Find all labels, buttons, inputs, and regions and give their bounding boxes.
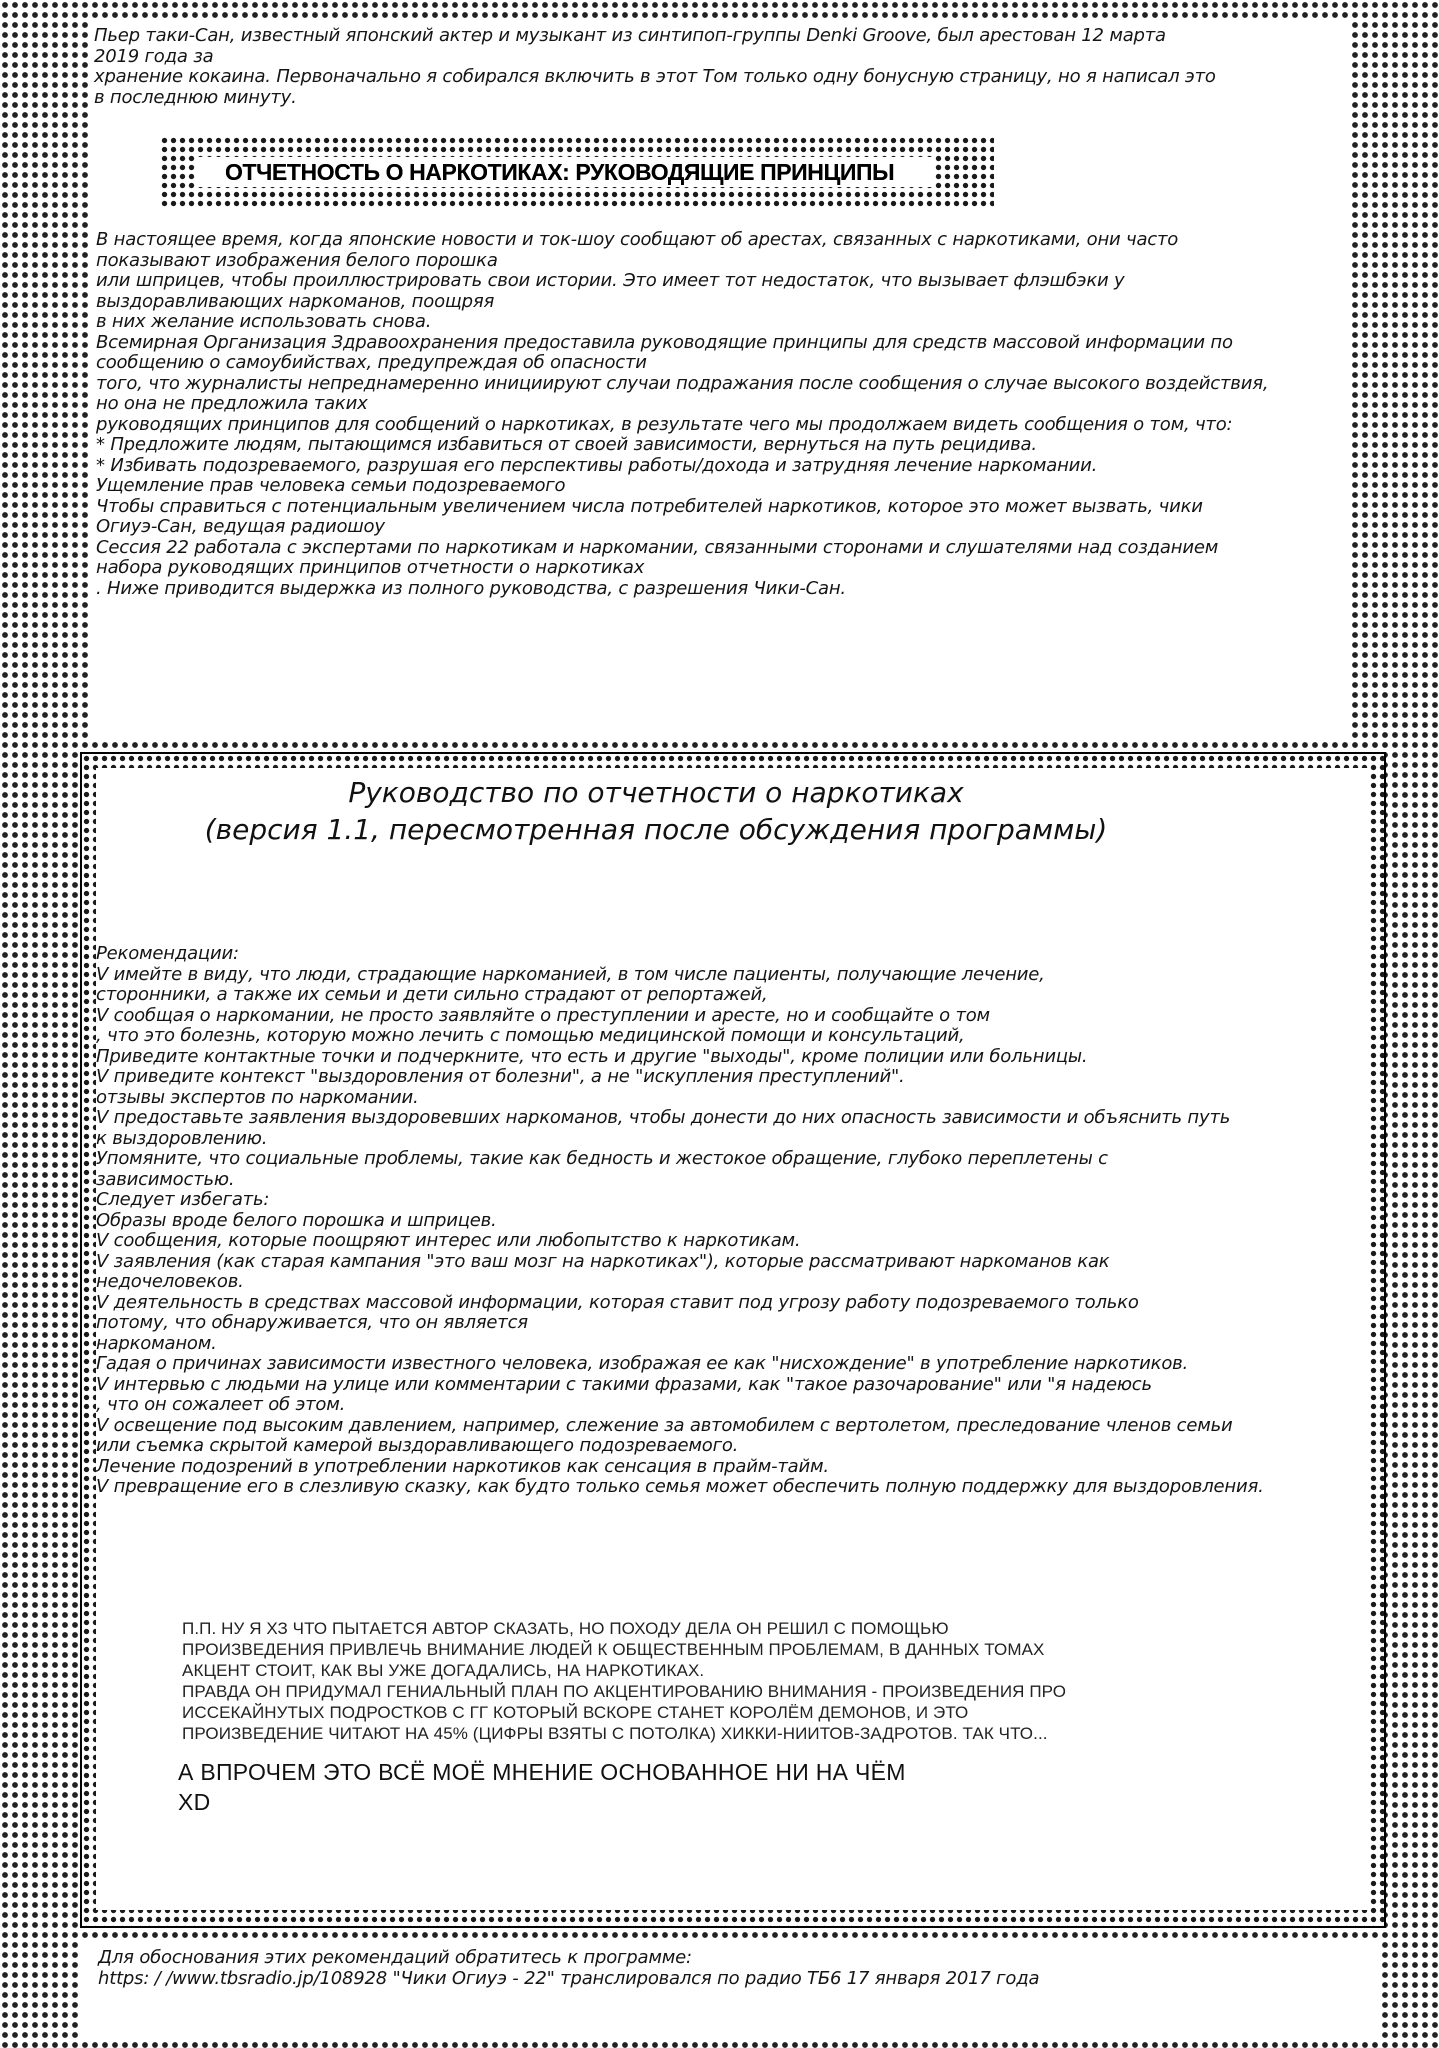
guide-line: отзывы экспертов по наркомании. (96, 1086, 419, 1108)
intro-text (94, 26, 1344, 108)
guide-line: , что он сожалеет об этом. (96, 1394, 346, 1415)
guide-line: V освещение под высоким давлением, например, слежение за автомобилем с вертолетом, преследование членов семьи (96, 1414, 1233, 1436)
body-line: руководящих принципов для сообщений о наркотиках, в результате чего мы продолжаем видеть сообщения о том, что: (96, 413, 1233, 435)
translator-note-line: ПРОИЗВЕДЕНИЯ ПРИВЛЕЧЬ ВНИМАНИЕ ЛЮДЕЙ К ОБЩЕСТВЕННЫМ ПРОБЛЕМАМ, В ДАННЫХ ТОМАХ (182, 1640, 1045, 1659)
guide-line: V имейте в виду, что люди, страдающие наркоманией, в том числе пациенты, получающие лечение, (96, 963, 1045, 985)
intro-line: 2019 года за (94, 45, 214, 67)
body-line: того, что журналисты непреднамеренно инициируют случаи подражания после сообщения о случае высокого воздействия, (96, 372, 1269, 394)
body-line: сообщению о самоубийствах, предупреждая об опасности (96, 352, 647, 373)
footer-line: Для обоснования этих рекомендаций обратитесь к программе: (98, 1947, 692, 1968)
translator-note-line: ПРОИЗВЕДЕНИЕ ЧИТАЮТ НА 45% (ЦИФРЫ ВЗЯТЫ С ПОТОЛКА) ХИККИ-НИИТОВ-ЗАДРОТОВ. ТАК ЧТО... (182, 1724, 1048, 1743)
translator-note-line: ИССЕКАЙНУТЫХ ПОДРОСТКОВ С ГГ КОТОРЫЙ ВСКОРЕ СТАНЕТ КОРОЛЁМ ДЕМОНОВ, И ЭТО (182, 1703, 969, 1722)
guide-line: недочеловеков. (96, 1271, 244, 1292)
guide-panel (96, 768, 1370, 1910)
guide-line: V деятельность в средствах массовой информации, которая ставит под угрозу работу подозреваемого только (96, 1291, 1139, 1313)
guide-line: или съемка скрытой камерой выздоравливающего подозреваемого. (96, 1435, 739, 1456)
guide-title (96, 774, 1216, 848)
body-line: В настоящее время, когда японские новости и ток-шоу сообщают об арестах, связанных с наркотиками, они часто (96, 229, 1179, 250)
guide-line: Образы вроде белого порошка и шприцев. (96, 1209, 497, 1231)
body-line: . Ниже приводится выдержка из полного руководства, с разрешения Чики-Сан. (96, 577, 846, 599)
guide-line: V приведите контекст "выздоровления от болезни", а не "искупления преступлений". (96, 1066, 905, 1087)
guide-line: V превращение его в слезливую сказку, как будто только семья может обеспечить полную поддержку для выздоровления. (96, 1476, 1264, 1497)
guide-line: V заявления (как старая кампания "это ваш мозг на наркотиках"), которые рассматривают наркоманов как (96, 1250, 1110, 1272)
guide-title-line: Руководство по отчетности о наркотиках (348, 776, 964, 809)
translator-note-big-line: А ВПРОЧЕМ ЭТО ВСЁ МОЁ МНЕНИЕ ОСНОВАННОЕ НИ НА ЧЁМ (178, 1759, 906, 1785)
guide-line: , что это болезнь, которую можно лечить с помощью медицинской помощи и консультаций, (96, 1025, 965, 1046)
guide-line: V предоставьте заявления выздоровевших наркоманов, чтобы донести до них опасность зависимости и объяснить путь (96, 1107, 1231, 1128)
body-line: Чтобы справиться с потенциальным увеличением числа потребителей наркотиков, которое это может вызвать, чики (96, 495, 1203, 517)
translator-note-line: ПРАВДА ОН ПРИДУМАЛ ГЕНИАЛЬНЫЙ ПЛАН ПО АКЦЕНТИРОВАНИЮ ВНИМАНИЯ - ПРОИЗВЕДЕНИЯ ПРО (182, 1682, 1067, 1701)
body-text (96, 230, 1346, 599)
intro-line: хранение кокаина. Первоначально я собирался включить в этот Том только одну бонусную страницу, но я написал это (94, 66, 1216, 87)
guide-line: сторонники, а также их семьи и дети сильно страдают от репортажей, (96, 984, 768, 1005)
intro-line: Пьер таки-Сан, известный японский актер и музыкант из синтипоп-группы Denki Groove, был арестован 12 марта (94, 25, 1166, 46)
intro-line: в последнюю минуту. (94, 86, 297, 108)
body-line: набора руководящих принципов отчетности о наркотиках (96, 557, 645, 578)
guide-line: Рекомендации: (96, 943, 239, 964)
body-line: или шприцев, чтобы проиллюстрировать свои истории. Это имеет тот недостаток, что вызывает флэшбэки у (96, 270, 1125, 291)
body-line: в них желание использовать снова. (96, 311, 432, 332)
translator-note-line: АКЦЕНТ СТОИТ, КАК ВЫ УЖЕ ДОГАДАЛИСЬ, НА НАРКОТИКАХ. (182, 1661, 705, 1680)
body-line: но она не предложила таких (96, 393, 368, 414)
guide-line: V интервью с людьми на улице или комментарии с такими фразами, как "такое разочарование" или "я надеюсь (96, 1373, 1152, 1395)
body-line: Сессия 22 работала с экспертами по наркотикам и наркомании, связанными сторонами и слушателями над созданием (96, 536, 1219, 558)
guide-line: наркоманом. (96, 1332, 217, 1354)
guide-line: Лечение подозрений в употреблении наркотиков как сенсация в прайм-тайм. (96, 1455, 829, 1477)
translator-note-emphasis (178, 1757, 1278, 1817)
body-line: * Предложите людям, пытающимся избавиться от своей зависимости, вернуться на путь рецидива. (96, 434, 1037, 455)
guide-line: V сообщения, которые поощряют интерес или любопытство к наркотикам. (96, 1230, 801, 1251)
guide-text (96, 944, 1356, 1498)
section-heading: ОТЧЕТНОСТЬ О НАРКОТИКАХ: РУКОВОДЯЩИЕ ПРИНЦИПЫ (225, 158, 895, 185)
guide-line: к выздоровлению. (96, 1127, 268, 1149)
translator-note-big-line: XD (178, 1789, 211, 1815)
body-line: Огиуэ-Сан, ведущая радиошоу (96, 516, 385, 537)
guide-line: зависимостью. (96, 1168, 235, 1190)
guide-line: потому, что обнаруживается, что он является (96, 1312, 528, 1333)
body-line: показывают изображения белого порошка (96, 249, 498, 271)
heading-banner (160, 136, 994, 208)
heading-box (195, 157, 935, 187)
body-line: * Избивать подозреваемого, разрушая его перспективы работы/дохода и затрудняя лечение наркомании. (96, 454, 1098, 476)
intro-panel (90, 18, 1352, 738)
translator-note-line: П.П. НУ Я ХЗ ЧТО ПЫТАЕТСЯ АВТОР СКАЗАТЬ, НО ПОХОДУ ДЕЛА ОН РЕШИЛ С ПОМОЩЬЮ (182, 1619, 949, 1638)
footer-panel (80, 1938, 1380, 2042)
translator-note (182, 1618, 1282, 1744)
footer-source-link[interactable]: https: / /www.tbsradio.jp/108928 "Чики Огиуэ - 22" транслировался по радио ТБ6 17 января 2017 года (98, 1967, 1040, 1989)
body-line: Ущемление прав человека семьи подозреваемого (96, 475, 566, 496)
guide-line: Приведите контактные точки и подчеркните, что есть и другие "выходы", кроме полиции или больницы. (96, 1045, 1088, 1067)
guide-line: V сообщая о наркомании, не просто заявляйте о преступлении и аресте, но и сообщайте о том (96, 1004, 990, 1026)
guide-line: Упомяните, что социальные проблемы, такие как бедность и жестокое обращение, глубоко переплетены с (96, 1148, 1108, 1169)
footer-text (98, 1948, 1368, 1989)
guide-line: Следует избегать: (96, 1189, 270, 1210)
guide-line: Гадая о причинах зависимости известного человека, изображая ее как "нисхождение" в употребление наркотиков. (96, 1353, 1189, 1374)
body-line: Всемирная Организация Здравоохранения предоставила руководящие принципы для средств массовой информации по (96, 331, 1233, 353)
body-line: выздоравливающих наркоманов, поощряя (96, 290, 495, 312)
guide-subtitle-line: (версия 1.1, пересмотренная после обсуждения программы) (204, 813, 1108, 846)
